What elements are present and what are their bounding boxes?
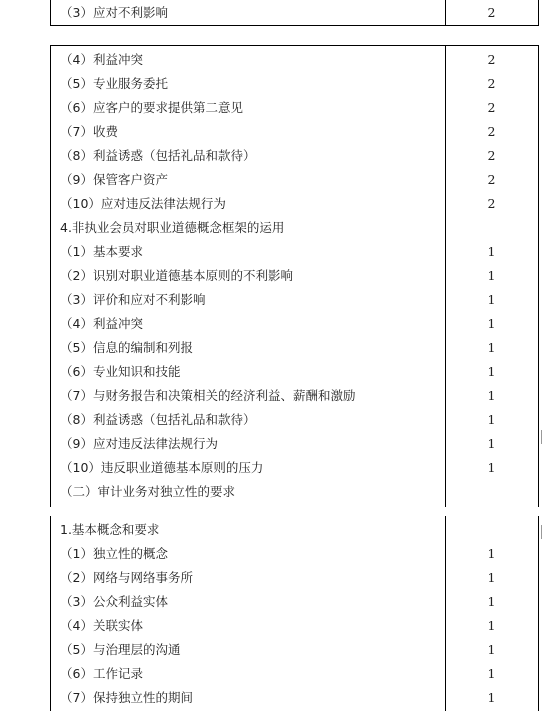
section-heading-row <box>50 216 538 240</box>
row-label: （9）应对违反法律法规行为 <box>60 436 218 451</box>
row-value: 1 <box>487 436 496 451</box>
table-right-border <box>538 45 539 507</box>
row-label: （6）专业知识和技能 <box>60 364 181 379</box>
table-row <box>50 456 538 480</box>
row-value: 2 <box>487 172 496 187</box>
row-value: 2 <box>487 5 496 20</box>
row-label: （3）公众利益实体 <box>60 594 168 609</box>
row-value: 1 <box>487 666 496 681</box>
table-row <box>50 312 538 336</box>
row-label: 1.基本概念和要求 <box>60 522 160 537</box>
table-row <box>50 336 538 360</box>
row-value: 2 <box>487 148 496 163</box>
row-label: （7）保持独立性的期间 <box>60 690 193 705</box>
table-row <box>50 264 538 288</box>
row-value: 1 <box>487 364 496 379</box>
margin-mark <box>541 430 542 444</box>
table-right-border <box>538 516 539 711</box>
table-block-3 <box>50 516 538 711</box>
table-row <box>50 590 538 614</box>
table-top-border <box>50 45 538 46</box>
table-row <box>50 288 538 312</box>
row-value: 2 <box>487 76 496 91</box>
table-row <box>50 360 538 384</box>
row-label: （10）应对违反法律法规行为 <box>60 196 226 211</box>
row-label: （1）独立性的概念 <box>60 546 168 561</box>
row-value: 1 <box>487 642 496 657</box>
row-label: （4）利益冲突 <box>60 52 143 67</box>
row-label: （5）信息的编制和列报 <box>60 340 193 355</box>
row-label: （4）利益冲突 <box>60 316 143 331</box>
row-value: 1 <box>487 316 496 331</box>
table-row <box>50 192 538 216</box>
row-label: （7）与财务报告和决策相关的经济利益、薪酬和激励 <box>60 388 356 403</box>
table-row <box>50 686 538 710</box>
table-row <box>50 662 538 686</box>
table-right-border <box>538 0 539 26</box>
row-label: （8）利益诱惑（包括礼品和款待） <box>60 148 256 163</box>
table-bottom-border <box>50 25 538 26</box>
row-label: （5）与治理层的沟通 <box>60 642 181 657</box>
row-label: （2）识别对职业道德基本原则的不利影响 <box>60 268 293 283</box>
row-value: 1 <box>487 268 496 283</box>
row-label: （7）收费 <box>60 124 118 139</box>
table-row <box>50 240 538 264</box>
row-value: 2 <box>487 124 496 139</box>
section-heading-row <box>50 480 538 504</box>
row-label: （10）违反职业道德基本原则的压力 <box>60 460 264 475</box>
table-row <box>50 566 538 590</box>
row-label: （8）利益诱惑（包括礼品和款待） <box>60 412 256 427</box>
section-heading-row <box>50 518 538 542</box>
table-row <box>50 432 538 456</box>
row-label: （6）工作记录 <box>60 666 143 681</box>
table-row <box>50 614 538 638</box>
table-block-2 <box>50 45 538 507</box>
row-label: （5）专业服务委托 <box>60 76 168 91</box>
row-value: 1 <box>487 460 496 475</box>
table-row <box>50 542 538 566</box>
row-label: （二）审计业务对独立性的要求 <box>60 484 236 499</box>
row-label: （2）网络与网络事务所 <box>60 570 193 585</box>
row-label: （9）保管客户资产 <box>60 172 168 187</box>
table-row <box>50 384 538 408</box>
row-value: 1 <box>487 340 496 355</box>
row-label: （3）应对不利影响 <box>60 5 168 20</box>
row-value: 1 <box>487 244 496 259</box>
row-label: （6）应客户的要求提供第二意见 <box>60 100 243 115</box>
row-value: 2 <box>487 52 496 67</box>
table-row <box>50 1 538 25</box>
table-row <box>50 168 538 192</box>
table-row <box>50 96 538 120</box>
table-row <box>50 120 538 144</box>
row-label: （1）基本要求 <box>60 244 143 259</box>
table-row <box>50 144 538 168</box>
row-value: 2 <box>487 196 496 211</box>
table-block-1 <box>50 0 538 26</box>
table-row <box>50 408 538 432</box>
row-value: 1 <box>487 292 496 307</box>
row-value: 1 <box>487 412 496 427</box>
margin-mark <box>541 525 542 539</box>
row-value: 1 <box>487 690 496 705</box>
row-value: 2 <box>487 100 496 115</box>
row-label: （4）关联实体 <box>60 618 143 633</box>
row-value: 1 <box>487 618 496 633</box>
row-label: （3）评价和应对不利影响 <box>60 292 206 307</box>
row-label: 4.非执业会员对职业道德概念框架的运用 <box>60 220 285 235</box>
row-value: 1 <box>487 594 496 609</box>
row-value: 1 <box>487 570 496 585</box>
table-row <box>50 72 538 96</box>
table-row <box>50 48 538 72</box>
row-value: 1 <box>487 388 496 403</box>
row-value: 1 <box>487 546 496 561</box>
table-row <box>50 638 538 662</box>
